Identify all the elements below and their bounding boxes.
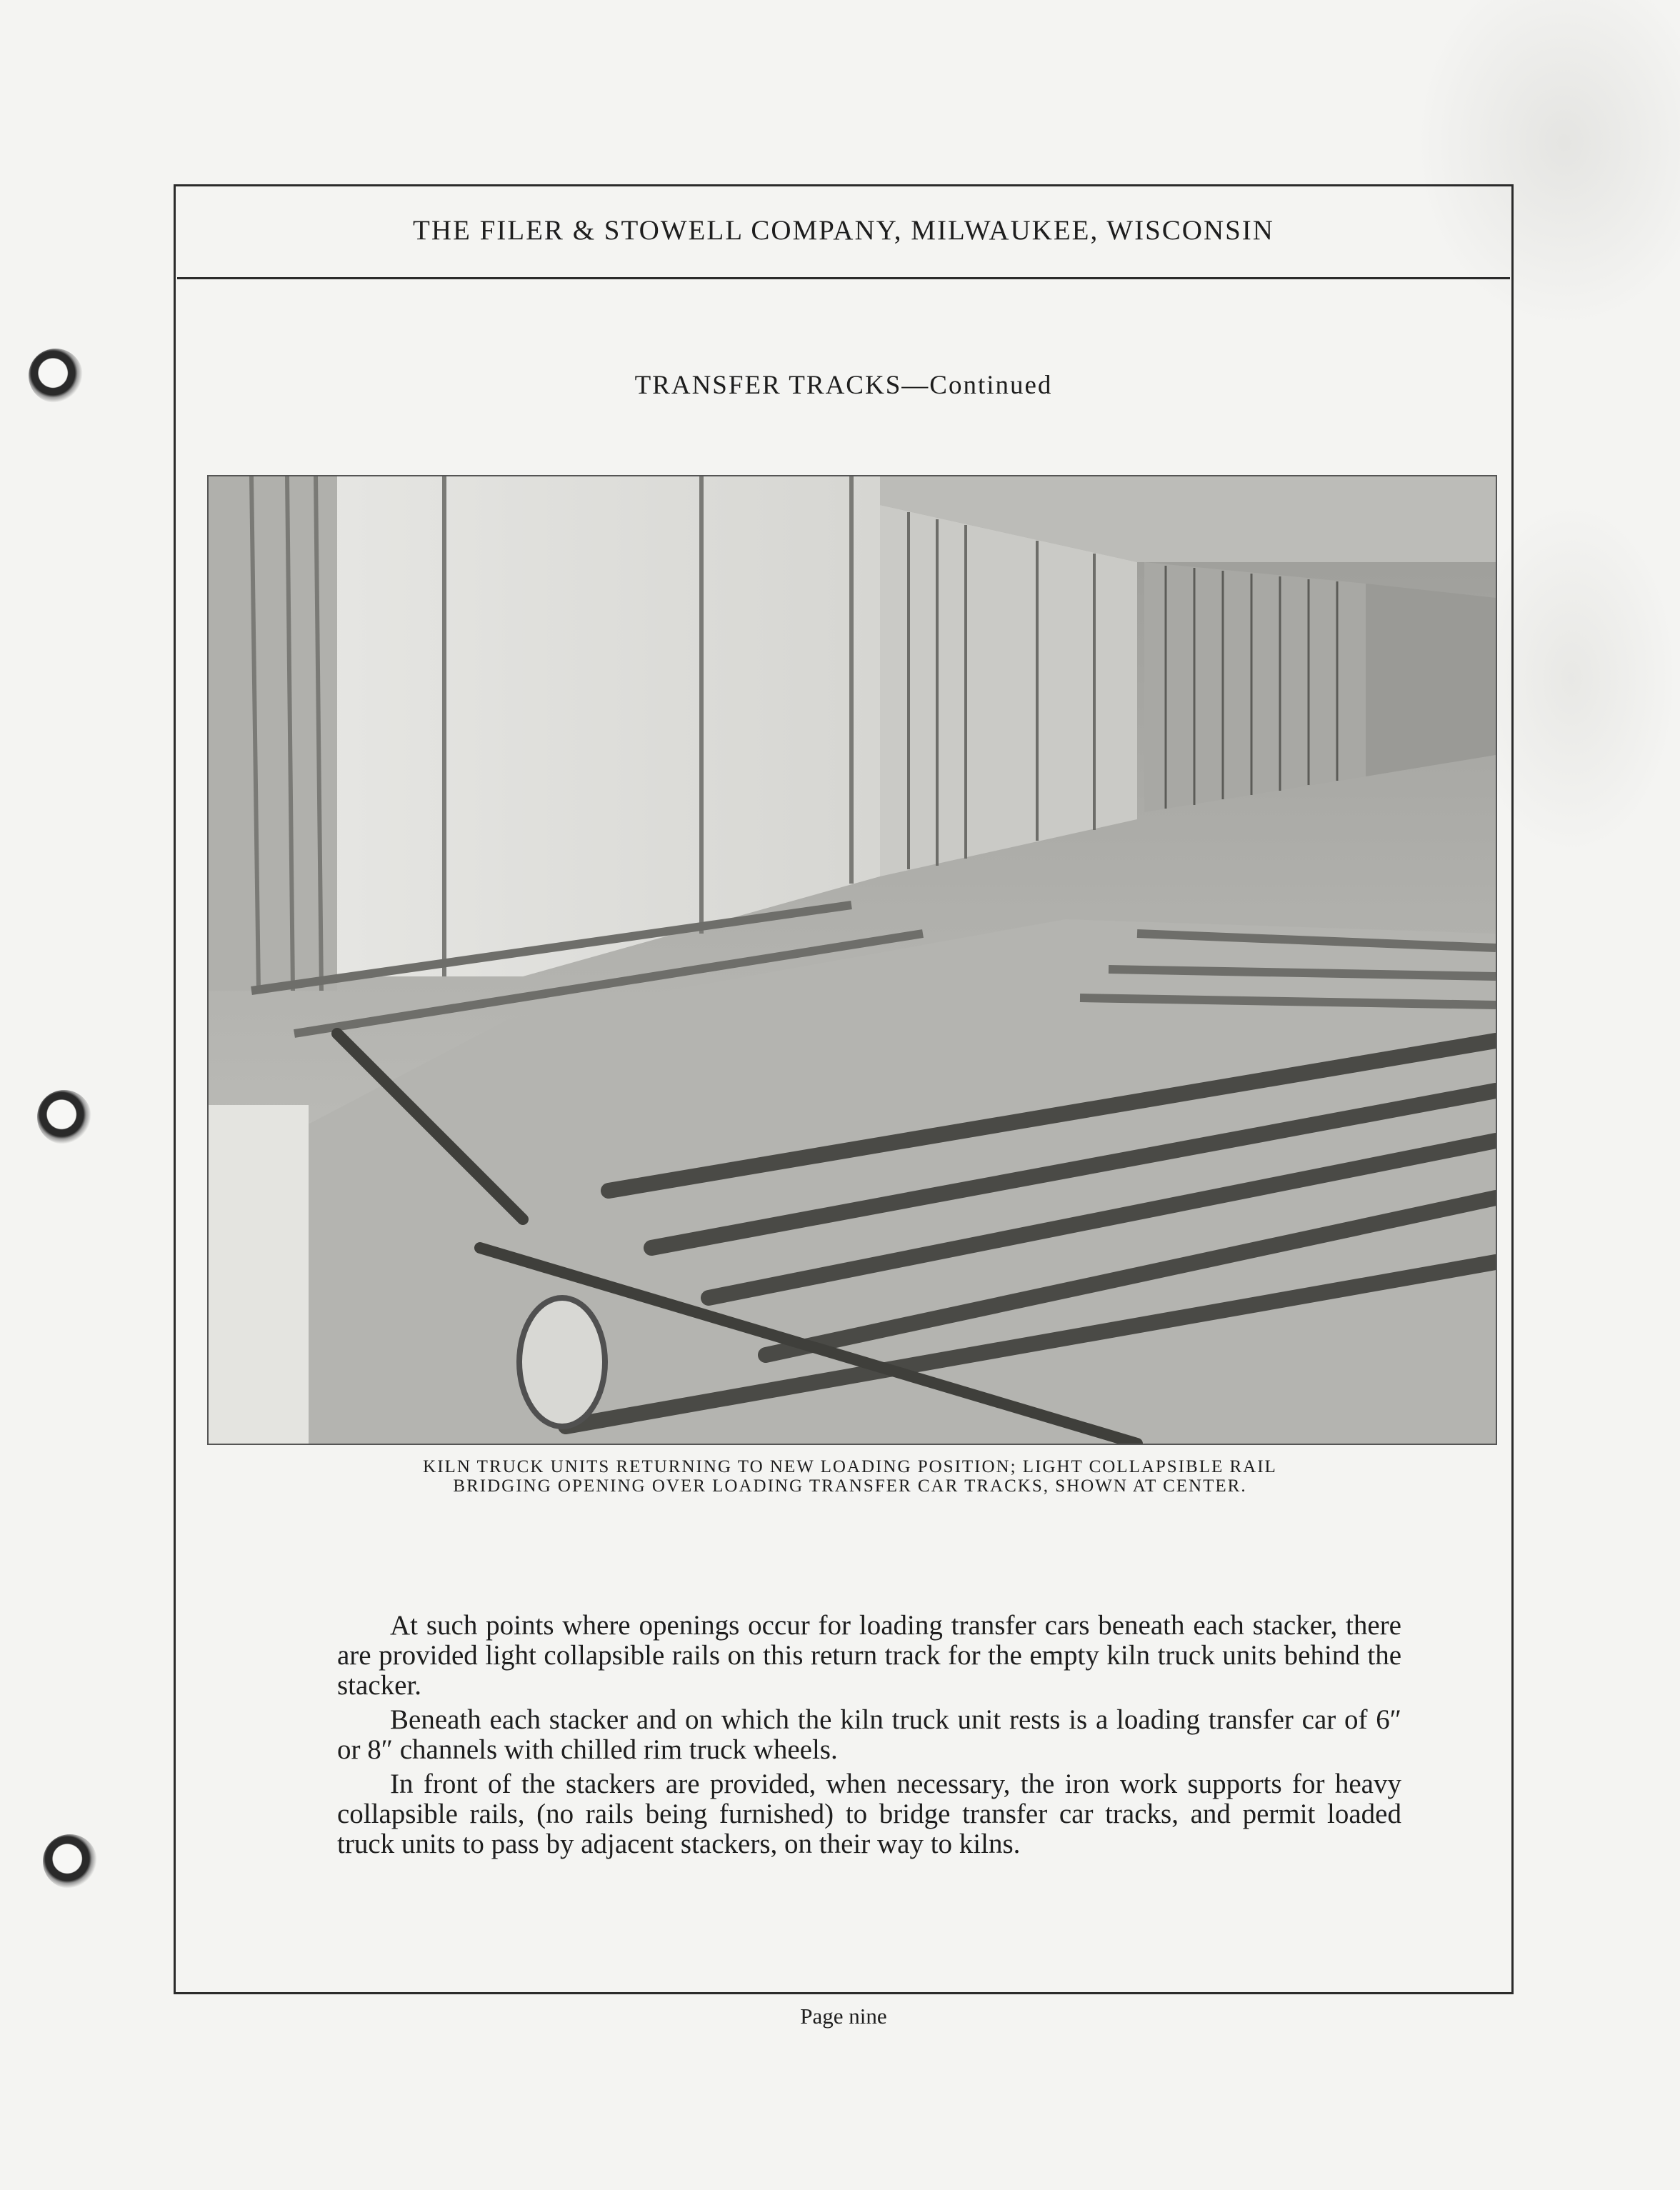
caption-line: BRIDGING OPENING OVER LOADING TRANSFER CAR TRACKS, SHOWN AT CENTER. (453, 1476, 1247, 1496)
body-text (337, 1611, 1401, 1864)
page-number: Page nine (800, 2004, 887, 2029)
paragraph: In front of the stackers are provided, when necessary, the iron work supports for heavy collapsible rails, (no rails being furnished) to bridge transfer car tracks, and permit loaded truck units to pass by adjacent stackers, on their way to kilns. (337, 1769, 1401, 1859)
kiln-truck-photo (207, 475, 1497, 1445)
paragraph: At such points where openings occur for loading transfer cars beneath each stacker, there are provided light collapsible rails on this return track for the empty kiln truck units behind the stacker. (337, 1610, 1401, 1701)
section-title: TRANSFER TRACKS—Continued (634, 371, 1053, 400)
punch-hole-icon (37, 1090, 91, 1144)
photograph-icon (209, 476, 1496, 1444)
company-header: THE FILER & STOWELL COMPANY, MILWAUKEE, WISCONSIN (413, 215, 1274, 246)
punch-hole-icon (43, 1834, 97, 1889)
punch-hole-icon (29, 349, 83, 403)
caption-line: KILN TRUCK UNITS RETURNING TO NEW LOADING POSITION; LIGHT COLLAPSIBLE RAIL (423, 1457, 1277, 1476)
photo-caption (271, 1457, 1429, 1496)
paragraph: Beneath each stacker and on which the kiln truck unit rests is a loading transfer car of 6″ or 8″ channels with chilled rim truck wheels. (337, 1704, 1401, 1765)
header-divider (177, 277, 1510, 279)
